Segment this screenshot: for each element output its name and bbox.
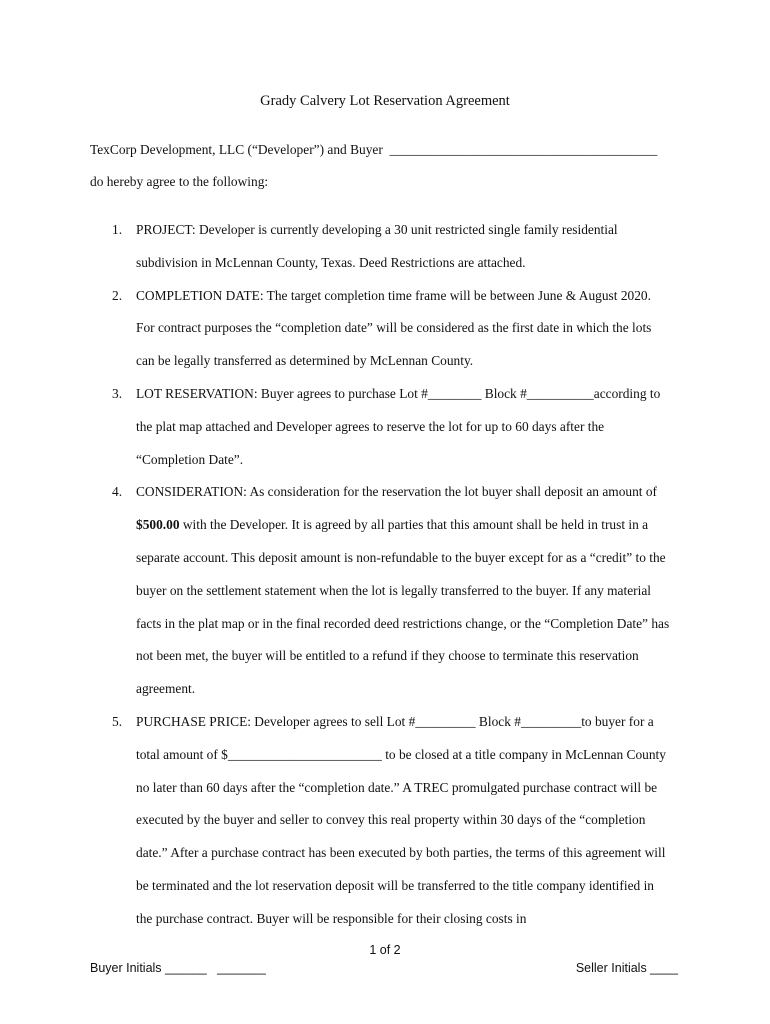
clause-number: 5.: [112, 713, 123, 729]
clause-text: COMPLETION DATE: The target completion time frame will be between June & August 2020. For contract purposes the “completion date” will be considered as the first date in which the lots can be legally transferred as determined by McLennan County.: [136, 287, 652, 369]
page-indicator: 1 of 2: [369, 943, 401, 957]
clause-consideration: [112, 476, 672, 706]
clause-text: PROJECT: Developer is currently developing a 30 unit restricted single family residential subdivision in McLennan County, Texas. Deed Restrictions are attached.: [136, 222, 618, 270]
document-title: Grady Calvery Lot Reservation Agreement: [260, 93, 510, 109]
deposit-amount: $500.00: [136, 517, 180, 533]
clause-number: 1.: [112, 222, 123, 237]
clause-text-pre: CONSIDERATION: As consideration for the reservation the lot buyer shall deposit an amount of: [136, 484, 658, 500]
clause-completion-date: [112, 280, 672, 378]
clause-text-post: with the Developer. It is agreed by all parties that this amount shall be held in trust in a separate account. This deposit amount is non-refundable to the buyer except for as a “credit” to the buyer on the settlement statement when the lot is legally transferred to the buyer. If any material facts in the plat map or in the final recorded deed restrictions change, or the “Completion Date” has not been met, the buyer will be entitled to a refund if they choose to terminate this reservation agreement.: [136, 517, 670, 697]
intro-agreement-line: do hereby agree to the following:: [90, 174, 269, 189]
seller-initials: Seller Initials ____: [575, 961, 678, 975]
clause-number: 4.: [112, 484, 123, 500]
clause-text: LOT RESERVATION: Buyer agrees to purchase Lot #________ Block #__________according to the plat map attached and Developer agrees to reserve the lot for up to 60 days after the “Completion Date”.: [136, 385, 661, 467]
clause-number: 3.: [112, 385, 123, 401]
clause-project: [112, 214, 672, 280]
clause-text: PURCHASE PRICE: Developer agrees to sell Lot #_________ Block #_________to buyer for a total amount of $_______________________ to be closed at a title company in McLennan County no later than 60 days after the “completion date.” A TREC promulgated purchase contract will be executed by the buyer and seller to convey this real property within 30 days of the “completion date.” After a purchase contract has been executed by both parties, the terms of this agreement will be terminated and the lot reservation deposit will be transferred to the title company identified in the purchase contract. Buyer will be responsible for their closing costs in: [136, 713, 666, 926]
buyer-initials: Buyer Initials ______ _______: [90, 961, 266, 975]
clause-lot-reservation: [112, 378, 672, 476]
intro-parties-line: TexCorp Development, LLC (“Developer”) and Buyer ________________________________________: [90, 142, 658, 157]
clause-list: [112, 214, 672, 936]
clause-purchase-price: [112, 706, 672, 936]
clause-number: 2.: [112, 287, 123, 303]
